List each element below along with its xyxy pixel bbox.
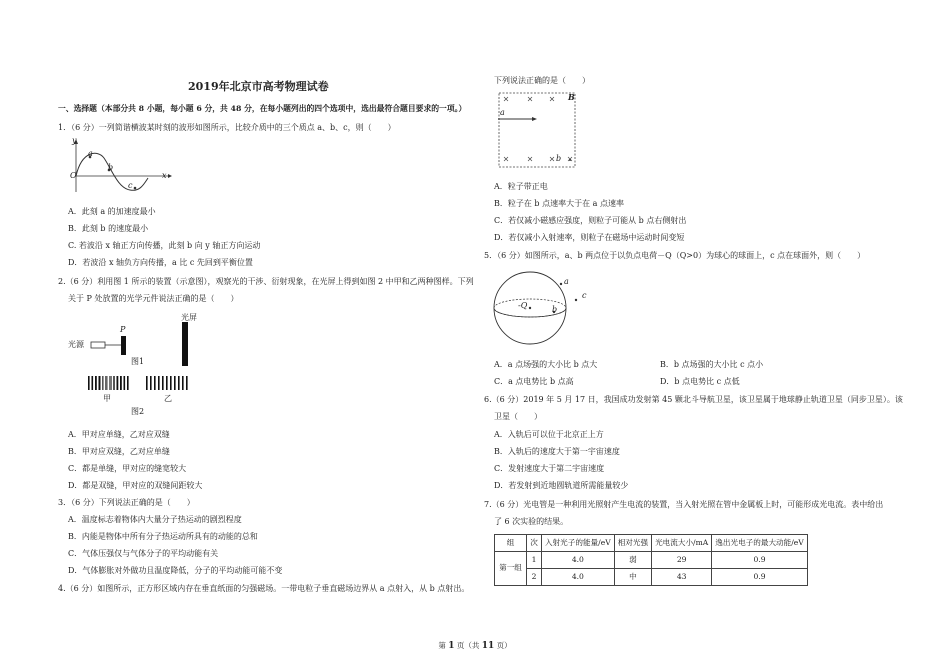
wave-point-a: a — [88, 149, 93, 158]
wave-figure — [68, 138, 178, 194]
table-row — [495, 552, 808, 569]
q3-option-c: C．气体压强仅与气体分子的平均动能有关 — [68, 549, 219, 558]
current-cell: 29 — [652, 552, 712, 569]
page-number: 1 — [448, 641, 455, 651]
footer-prefix: 第 — [438, 641, 449, 650]
trial-cell: 2 — [527, 569, 542, 586]
wave-point-b: b — [108, 163, 114, 172]
wave-point-c: c — [128, 181, 133, 190]
header-photon-energy: 入射光子的能量/eV — [542, 535, 615, 552]
footer-middle: 页（共 — [454, 641, 482, 650]
q1-stem: 1．（6 分）一列简谐横波某时刻的波形如图所示，比较介质中的三个质点 a、b、c，则（ ） — [58, 123, 396, 132]
q4-option-a: A．粒子带正电 — [494, 182, 548, 191]
q5-option-a: A．a 点场强的大小比 b 点大 — [494, 360, 598, 369]
section-heading: 一、选择题（本部分共 8 小题，每小题 6 分，共 48 分，在每小题列出的四个选项中，选出最符合题目要求的一项。） — [58, 104, 467, 113]
ke-cell: 0.9 — [712, 552, 807, 569]
q4-stem-line2: 下列说法正确的是（ ） — [494, 76, 590, 85]
intensity-cell: 弱 — [614, 552, 651, 569]
wave-y-label: y — [72, 136, 77, 145]
exit-point-b: b — [556, 154, 562, 163]
header-intensity: 相对光强 — [614, 535, 651, 552]
ke-cell: 0.9 — [712, 569, 807, 586]
header-group: 组 — [495, 535, 527, 552]
charge-q-label: -Q — [518, 301, 528, 310]
q1-option-d: D．若波沿 x 轴负方向传播，a 比 c 先回到平衡位置 — [68, 258, 253, 267]
q3-option-a: A．温度标志着物体内大量分子热运动的剧烈程度 — [68, 515, 242, 524]
total-pages: 11 — [481, 641, 495, 651]
q2-option-a: A．甲对应单缝，乙对应双缝 — [68, 430, 170, 439]
q5-option-d: D．b 点电势比 c 点低 — [660, 377, 740, 386]
q1-option-a: A．此刻 a 的加速度最小 — [68, 207, 156, 216]
q4-option-c: C．若仅减小磁感应强度，则粒子可能从 b 点右侧射出 — [494, 216, 687, 225]
q6-stem-line2: 卫星（ ） — [494, 412, 542, 421]
magnetic-field-figure — [498, 92, 578, 172]
header-trial: 次 — [527, 535, 542, 552]
q2-stem-line1: 2.（6 分）利用图 1 所示的装置（示意图），观察光的干涉、衍射现象，在光屏上得到如图 2 中甲和乙两种图样。下列 — [58, 277, 474, 286]
q2-stem-line2: 关于 P 处放置的光学元件说法正确的是（ ） — [68, 294, 239, 303]
field-b-label: B — [568, 92, 575, 102]
interference-patterns — [88, 376, 198, 392]
q6-stem-line1: 6.（6 分）2019 年 5 月 17 日，我国成功发射第 45 颗北斗导航卫星，该卫星属于地球静止轨道卫星（同步卫星）。该 — [484, 395, 903, 404]
table-header-row — [495, 535, 808, 552]
pattern-jia-label: 甲 — [103, 394, 111, 403]
group-cell: 第一组 — [495, 552, 527, 586]
table-row — [495, 569, 808, 586]
light-source-label: 光源 — [68, 340, 84, 349]
sphere-point-b: b — [552, 305, 558, 314]
q1-option-c: C. 若波沿 x 轴正方向传播，此刻 b 向 y 轴正方向运动 — [68, 241, 261, 250]
q4-stem: 4.（6 分）如图所示，正方形区域内存在垂直纸面的匀强磁场。一带电粒子垂直磁场边界从 a 点射入，从 b 点射出。 — [58, 584, 470, 593]
q1-option-b: B．此刻 b 的速度最小 — [68, 224, 149, 233]
entry-point-a: a — [500, 108, 505, 117]
figure1-caption: 图1 — [131, 357, 145, 366]
page-footer — [0, 640, 950, 652]
footer-suffix: 页） — [494, 641, 512, 650]
q6-option-a: A．入轨后可以位于北京正上方 — [494, 430, 604, 439]
q6-option-b: B．入轨后的速度大于第一宇宙速度 — [494, 447, 620, 456]
q3-stem: 3．（6 分）下列说法正确的是（ ） — [58, 498, 195, 507]
q6-option-d: D．若发射到近地圆轨道所需能量较少 — [494, 481, 629, 490]
q5-option-b: B．b 点场强的大小比 c 点小 — [660, 360, 764, 369]
q2-option-c: C．都是单缝，甲对应的缝宽较大 — [68, 464, 187, 473]
q2-option-b: B．甲对应双缝，乙对应单缝 — [68, 447, 170, 456]
header-current: 光电流大小/mA — [652, 535, 712, 552]
header-max-ke: 逸出光电子的最大动能/eV — [712, 535, 807, 552]
energy-cell: 4.0 — [542, 569, 615, 586]
q6-option-c: C．发射速度大于第二宇宙速度 — [494, 464, 605, 473]
photoelectric-results-table — [494, 534, 808, 586]
q5-option-c: C．a 点电势比 b 点高 — [494, 377, 574, 386]
q7-stem-line2: 了 6 次实验的结果。 — [494, 517, 569, 526]
q5-stem: 5．（6 分）如图所示，a、b 两点位于以负点电荷－Q（Q>0）为球心的球面上，c 点在球面外，则（ ） — [484, 251, 866, 260]
energy-cell: 4.0 — [542, 552, 615, 569]
wave-x-label: x — [162, 171, 167, 180]
intensity-cell: 中 — [614, 569, 651, 586]
current-cell: 43 — [652, 569, 712, 586]
q2-option-d: D．都是双缝，甲对应的双缝间距较大 — [68, 481, 203, 490]
pattern-yi-label: 乙 — [164, 394, 172, 403]
element-p-label: P — [120, 325, 126, 334]
trial-cell: 1 — [527, 552, 542, 569]
q3-option-b: B．内能是物体中所有分子热运动所具有的动能的总和 — [68, 532, 258, 541]
outside-point-c: c — [582, 291, 587, 300]
wave-origin-label: O — [70, 171, 77, 180]
q4-option-b: B．粒子在 b 点速率大于在 a 点速率 — [494, 199, 624, 208]
figure2-caption: 图2 — [131, 407, 145, 416]
q7-stem-line1: 7.（6 分）光电管是一种利用光照射产生电流的装置，当入射光照在管中金属板上时，可能形成光电流。表中给出 — [484, 500, 884, 509]
q4-option-d: D．若仅减小入射速率，则粒子在磁场中运动时间变短 — [494, 233, 685, 242]
screen-label: 光屏 — [181, 313, 197, 322]
exam-title: 2019年北京市高考物理试卷 — [188, 80, 329, 93]
q3-option-d: D．气体膨胀对外做功且温度降低，分子的平均动能可能不变 — [68, 566, 283, 575]
sphere-point-a: a — [564, 277, 569, 286]
